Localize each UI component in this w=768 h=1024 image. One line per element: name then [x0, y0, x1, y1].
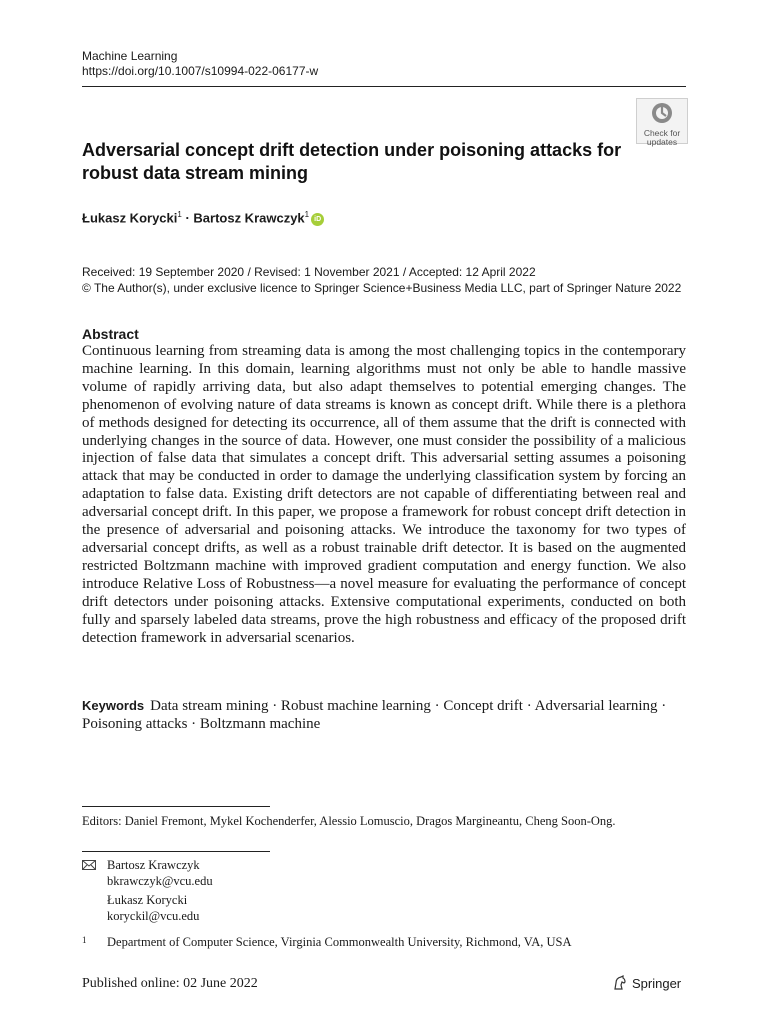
check-updates-icon — [651, 102, 673, 124]
header-rule — [82, 86, 686, 87]
footnote-rule — [82, 851, 270, 852]
affiliation-number: 1 — [82, 935, 87, 945]
author-affiliation-mark: 1 — [177, 210, 182, 219]
check-badge-line1: Check for — [643, 128, 681, 138]
received-revised-accepted: Received: 19 September 2020 / Revised: 1 November 2021 / Accepted: 12 April 2022 — [82, 265, 536, 279]
journal-name: Machine Learning — [82, 49, 178, 63]
editors-note: Editors: Daniel Fremont, Mykel Kochenderfer, Alessio Lomuscio, Dragos Margineantu, Cheng Soon-Ong. — [82, 814, 616, 828]
contact-name: Bartosz Krawczyk — [107, 858, 200, 872]
author-list — [82, 207, 324, 226]
contact-entry — [107, 858, 213, 889]
keywords-section — [82, 697, 686, 733]
author-affiliation-mark: 1 — [304, 210, 310, 219]
springer-horse-icon — [612, 975, 628, 991]
publisher-logo — [612, 975, 681, 991]
affiliation-text: Department of Computer Science, Virginia Commonwealth University, Richmond, VA, USA — [107, 935, 572, 949]
published-online: Published online: 02 June 2022 — [82, 976, 258, 991]
check-badge-line2: updates — [646, 136, 678, 147]
keywords-label: Keywords — [82, 698, 145, 713]
author-name[interactable]: Bartosz Krawczyk — [193, 210, 305, 226]
contact-entry — [107, 893, 199, 924]
abstract-text: Continuous learning from streaming data is among the most challenging topics in the contemporary machine learning. In this domain, learning algorithms must not only be able to handle massive volume of rapidly arriving data, but also adapt themselves to potential emerging changes. The phenomenon of evolving nature of data streams is known as concept drift. While there is a plethora of methods designed for detecting its occurrence, all of them assume that the drift is connected with underlying changes in the source of data. However, one must consider the possibility of a malicious injection of false data that simulates a concept drift. This adversarial setting assumes a poisoning attack that may be conducted in order to damage the underlying classification system by forcing an adaptation to false data. Existing drift detectors are not capable of differentiating between real and adversarial concept drift. In this paper, we propose a framework for robust concept drift detection in the presence of adversarial and poisoning attacks. We introduce the taxonomy for two types of adversarial concept drifts, as well as a robust trainable drift detector. It is based on the augmented restricted Boltzmann machine with improved gradient computation and energy function. We also introduce Relative Loss of Robustness—a novel measure for evaluating the performance of concept drift detectors under poisoning attacks. Extensive computational experiments, conducted on both fully and sparsely labeled data streams, prove the high robustness and efficacy of the proposed drift detection framework in adversarial scenarios. — [82, 343, 686, 646]
author-name[interactable]: Łukasz Korycki — [82, 210, 178, 226]
doi-link[interactable]: https://doi.org/10.1007/s10994-022-06177-w — [82, 64, 319, 78]
publisher-name: Springer — [632, 975, 682, 991]
orcid-icon[interactable]: iD — [311, 213, 324, 226]
abstract-heading: Abstract — [82, 326, 139, 342]
contact-email[interactable]: koryckil@vcu.edu — [107, 908, 200, 923]
footnote-rule — [82, 806, 270, 807]
envelope-icon — [82, 860, 96, 870]
copyright-line: © The Author(s), under exclusive licence to Springer Science+Business Media LLC, part of Springer Nature 2022 — [82, 281, 682, 295]
keywords-text: Data stream mining · Robust machine learning · Concept drift · Adversarial learning · Poisoning attacks · Boltzmann machine — [82, 698, 667, 732]
author-separator: · — [181, 210, 194, 226]
contact-email[interactable]: bkrawczyk@vcu.edu — [107, 873, 213, 888]
check-for-updates-badge[interactable] — [636, 98, 688, 147]
journal-header — [82, 49, 318, 79]
contact-name: Łukasz Korycki — [107, 893, 188, 907]
paper-title: Adversarial concept drift detection under poisoning attacks for robust data stream mining — [82, 140, 622, 183]
publication-history — [82, 264, 692, 296]
